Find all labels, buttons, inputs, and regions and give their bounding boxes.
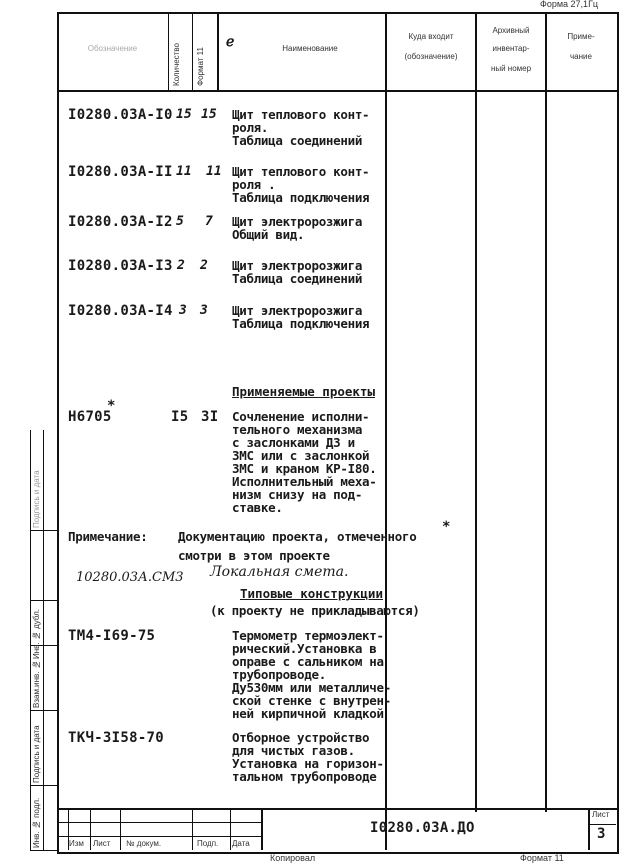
tb-sheet-label: Лист [592, 810, 610, 819]
row-name-line: Щит электророзжига [232, 303, 363, 318]
row-name-line: роля . [232, 177, 276, 192]
row-code: I0280.03A-I3 [68, 258, 173, 274]
header-col-line [545, 12, 547, 812]
side-sign-date-1: Подпись и дата [32, 725, 41, 783]
typical-code: ТМ4-I69-75 [68, 628, 156, 644]
row-name-line: Щит электророзжига [232, 214, 363, 229]
remark-line-2: смотри в этом проекте [178, 548, 330, 563]
tb-sheet-no: 3 [597, 826, 606, 842]
typical-name-line: ской стенке с внутрен- [232, 693, 391, 708]
row-name [232, 165, 369, 204]
title-block-line [261, 808, 263, 850]
footer-format: Формат 11 [520, 853, 564, 863]
remark-line-1: Документацию проекта, отмеченного [178, 529, 417, 544]
tb-podp: Подп. [197, 839, 219, 848]
header-qty: Количество [172, 43, 181, 86]
footer-copied: Копировал [270, 853, 316, 863]
row-qty: 15 [176, 107, 192, 122]
row-code: I0280.03A-I0 [68, 107, 173, 123]
tb-date: Дата [232, 839, 250, 848]
typical-name-line: оправе с сальником на [232, 654, 384, 669]
applied-name-line: с заслонками ДЗ и [232, 435, 355, 450]
row-name-line: Общий вид. [232, 227, 305, 242]
applied-name-line: тельного механизма [232, 422, 363, 437]
header-col-line [217, 12, 219, 92]
applied-name [232, 410, 377, 514]
side-vzam: Взам.инв. № [32, 660, 41, 708]
row-name-line: Таблица соединений [232, 133, 363, 148]
title-block-line [57, 808, 617, 810]
row-name [232, 108, 369, 147]
title-block-line [588, 808, 590, 850]
tb-izm: Изм [69, 839, 84, 848]
applied-title: Применяемые проекты [232, 384, 375, 399]
typical-name-line: Отборное устройство [232, 730, 370, 745]
typical-name [232, 629, 391, 720]
remark-label: Примечание: [68, 529, 148, 544]
applied-format: 3I [201, 409, 219, 425]
typical-name-line: Термометр термоэлект- [232, 628, 384, 643]
header-note-1: Приме- [567, 32, 595, 41]
title-block-line [57, 836, 262, 837]
tb-designation: I0280.03A.ДО [370, 820, 475, 836]
side-stamp-line [30, 430, 31, 850]
applied-name-line: Исполнительный меха- [232, 474, 377, 489]
title-block-line [588, 824, 616, 825]
header-col-line [192, 12, 193, 92]
applied-qty: I5 [171, 409, 189, 425]
side-sign-date-2: Подпись и дата [32, 470, 41, 528]
header-col-line [475, 12, 477, 812]
row-format: 3 [200, 303, 208, 318]
row-name-line: Таблица подключения [232, 316, 370, 331]
row-name [232, 215, 362, 241]
applied-name-line: ставке. [232, 500, 283, 515]
row-name-line: Щит теплового конт- [232, 164, 370, 179]
header-col-line [385, 12, 387, 850]
handwritten-estimate: Локальная смета. [210, 564, 349, 580]
header-note-2: чание [570, 52, 592, 61]
applied-name-line: Сочленение исполни- [232, 409, 370, 424]
row-qty: 3 [179, 303, 187, 318]
row-code: I0280.03A-I2 [68, 214, 173, 230]
typical-name-line: для чистых газов. [232, 743, 355, 758]
typical-subtitle: (к проекту не прикладываются) [210, 603, 420, 618]
header-archive-2: инвентар- [492, 44, 530, 53]
title-block-line [57, 822, 262, 823]
tb-list: Лист [93, 839, 111, 848]
applied-code: Н6705 [68, 409, 112, 425]
applied-name-line: ЗМС или с заслонкой [232, 448, 370, 463]
typical-title: Типовые конструкции [240, 586, 383, 601]
row-name-line: Щит электророзжига [232, 258, 363, 273]
row-code: I0280.03A-II [68, 164, 173, 180]
name-mark-icon: ℯ [226, 34, 235, 50]
row-qty: 11 [176, 164, 192, 179]
row-name-line: Щит теплового конт- [232, 107, 370, 122]
applied-star: * [107, 398, 116, 414]
side-stamp-line [30, 600, 58, 601]
typical-name-line: ней кирпичной кладкой [232, 706, 384, 721]
typical-name [232, 731, 384, 783]
header-where-2: (обозначение) [404, 52, 458, 61]
typical-name-line: Ду530мм или металличе- [232, 680, 391, 695]
header-divider [57, 90, 617, 92]
applied-name-line: низм снизу на под- [232, 487, 363, 502]
form-label: Форма 27,1Гц [540, 0, 599, 9]
header-col-line [168, 12, 169, 92]
row-name [232, 304, 369, 330]
handwritten-code: 10280.03А.СМ3 [76, 570, 184, 585]
row-qty: 2 [177, 258, 185, 273]
side-stamp-line [30, 710, 58, 711]
title-block-line [120, 808, 121, 850]
side-inv-orig: Инв. № подл. [32, 797, 41, 848]
row-name-line: Таблица соединений [232, 271, 363, 286]
side-stamp-line [30, 530, 58, 531]
typical-name-line: тальном трубопроводе [232, 769, 377, 784]
side-stamp-line [43, 430, 44, 850]
row-name-line: Таблица подключения [232, 190, 370, 205]
header-designation: Обозначение [87, 44, 138, 53]
title-block-line [192, 808, 193, 850]
row-format: 7 [205, 214, 213, 229]
header-archive-1: Архивный [492, 26, 530, 35]
side-inv-dubl: Инв. № дубл. [32, 609, 41, 659]
row-format: 2 [200, 258, 208, 273]
remark-star: * [442, 519, 451, 535]
row-name [232, 259, 362, 285]
row-name-line: роля. [232, 120, 269, 135]
row-code: I0280.03A-I4 [68, 303, 173, 319]
title-block-line [90, 808, 91, 850]
applied-name-line: ЗМС и краном КР-I80. [232, 461, 377, 476]
header-format: Формат 11 [196, 47, 205, 86]
row-qty: 5 [176, 214, 184, 229]
tb-doc: № докум. [126, 839, 162, 848]
header-where-1: Куда входит [408, 32, 454, 41]
typical-name-line: рический.Установка в [232, 641, 377, 656]
header-name: Наименование [282, 44, 338, 53]
side-stamp-line [30, 850, 58, 851]
row-format: 15 [201, 107, 217, 122]
typical-name-line: Установка на горизон- [232, 756, 384, 771]
side-stamp-line [30, 785, 58, 786]
typical-name-line: трубопроводе. [232, 667, 326, 682]
row-format: 11 [206, 164, 222, 179]
typical-code: ТКЧ-3I58-70 [68, 730, 165, 746]
header-archive-3: ный номер [490, 64, 532, 73]
title-block-line [230, 808, 231, 850]
